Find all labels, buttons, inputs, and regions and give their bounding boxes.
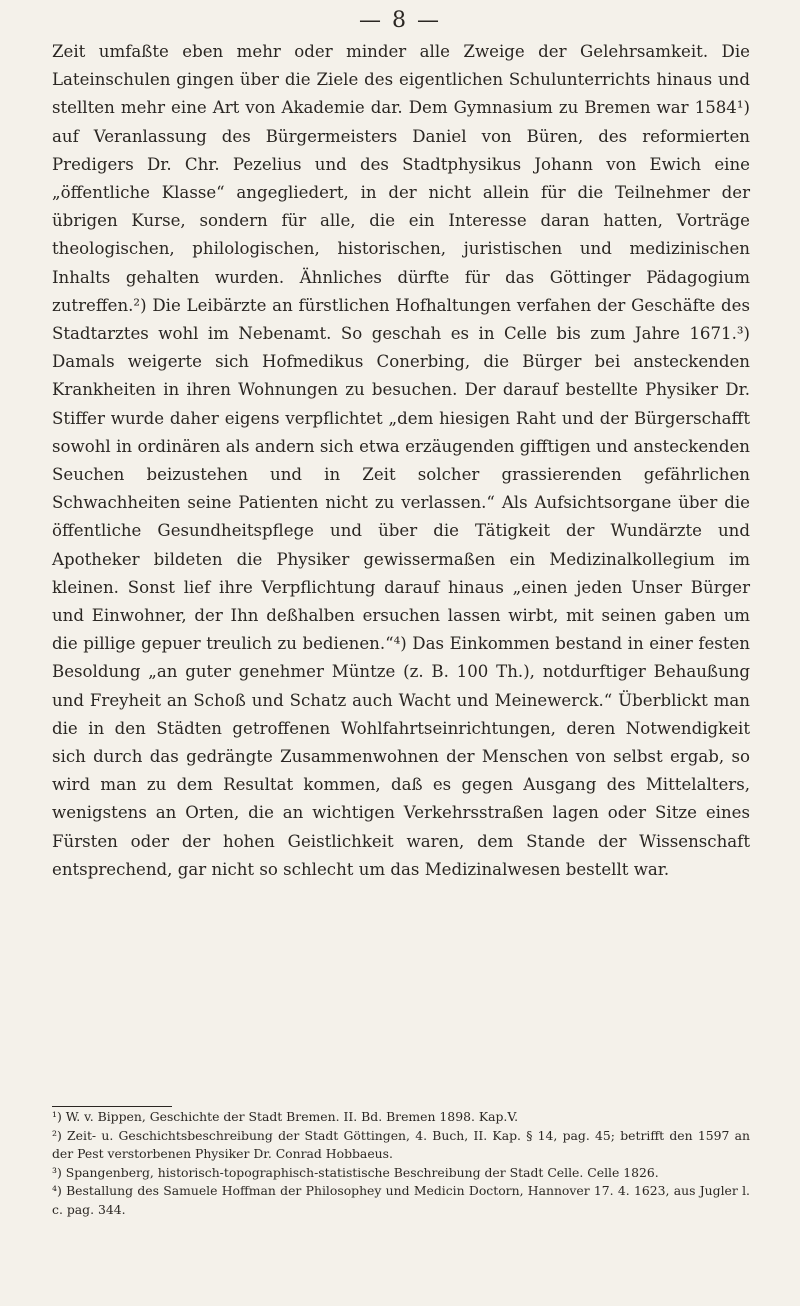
page-number: — 8 — bbox=[359, 8, 441, 33]
footnote-1: ¹) W. v. Bippen, Geschichte der Stadt Bremen. II. Bd. Bremen 1898. Kap.V. bbox=[52, 1109, 519, 1124]
footnotes bbox=[52, 1108, 750, 1220]
footnote-divider bbox=[52, 1106, 172, 1107]
body-paragraph: Zeit umfaßte eben mehr oder minder alle Zweige der Gelehrsamkeit. Die Lateinschulen gingen über die Ziele des eigentlichen Schulunterrichts hinaus und stellten mehr eine Art von Akademie dar. Dem Gymnasium zu Bremen war 1584¹) auf Veranlassung des Bürgermeisters Daniel von Büren, des reformierten Predigers Dr. Chr. Pezelius und des Stadtphysikus Johann von Ewich eine „öffentliche Klasse“ angegliedert, in der nicht allein für die Teilnehmer der übrigen Kurse, sondern für alle, die ein Interesse daran hatten, Vorträge theologischen, philologischen, historischen, juristischen und medizinischen Inhalts gehalten wurden. Ähnliches dürfte für das Göttinger Pädagogium zutreffen.²) Die Leibärzte an fürstlichen Hofhaltungen verfahen der Geschäfte des Stadtarztes wohl im Nebenamt. So geschah es in Celle bis zum Jahre 1671.³) Damals weigerte sich Hofmedikus Conerbing, die Bürger bei ansteckenden Krankheiten in ihren Wohnungen zu besuchen. Der darauf bestellte Physiker Dr. Stiffer wurde daher eigens verpflichtet „dem hiesigen Raht und der Bürgerschafft sowohl in ordinären als andern sich etwa erzäugenden gifftigen und ansteckenden Seuchen beizustehen und in Zeit solcher grassierenden gefährlichen Schwachheiten seine Patienten nicht zu verlassen.“ Als Aufsichtsorgane über die öffentliche Gesundheitspflege und über die Tätigkeit der Wundärzte und Apotheker bildeten die Physiker gewissermaßen ein Medizinalkollegium im kleinen. Sonst lief ihre Verpflichtung darauf hinaus „einen jeden Unser Bürger und Einwohner, der Ihn deßhalben ersuchen lassen wirbt, mit seinen gaben um die pillige gepuer treulich zu bedienen.“⁴) Das Einkommen bestand in einer festen Besoldung „an guter genehmer Müntze (z. B. 100 Th.), notdurftiger Behaußung und Freyheit an Schoß und Schatz auch Wacht und Meinewerck.“ Überblickt man die in den Städten getroffenen Wohlfahrtseinrichtungen, deren Notwendigkeit sich durch das gedrängte Zusammenwohnen der Menschen von selbst ergab, so wird man zu dem Resultat kommen, daß es gegen Ausgang des Mittelalters, wenigstens an Orten, die an wichtigen Verkehrsstraßen lagen oder Sitze eines Fürsten oder der hohen Geistlichkeit waren, dem Stande der Wissenschaft entsprechend, gar nicht so schlecht um das Medizinalwesen bestellt war. bbox=[52, 42, 750, 879]
footnote-3: ³) Spangenberg, historisch-topographisch-statistische Beschreibung der Stadt Celle. Celle 1826. bbox=[52, 1164, 659, 1180]
footnote-2: ²) Zeit- u. Geschichtsbeschreibung der Stadt Göttingen, 4. Buch, II. Kap. § 14, pag. 45; betrifft den 1597 an der Pest verstorbenen Physiker Dr. Conrad Hobbaeus. bbox=[52, 1127, 750, 1162]
footnote-4: ⁴) Bestallung des Samuele Hoffman der Philosophey und Medicin Doctorn, Hannover 17. 4. 1623, aus Jugler l. c. pag. 344. bbox=[52, 1183, 750, 1217]
body-text bbox=[52, 38, 750, 884]
